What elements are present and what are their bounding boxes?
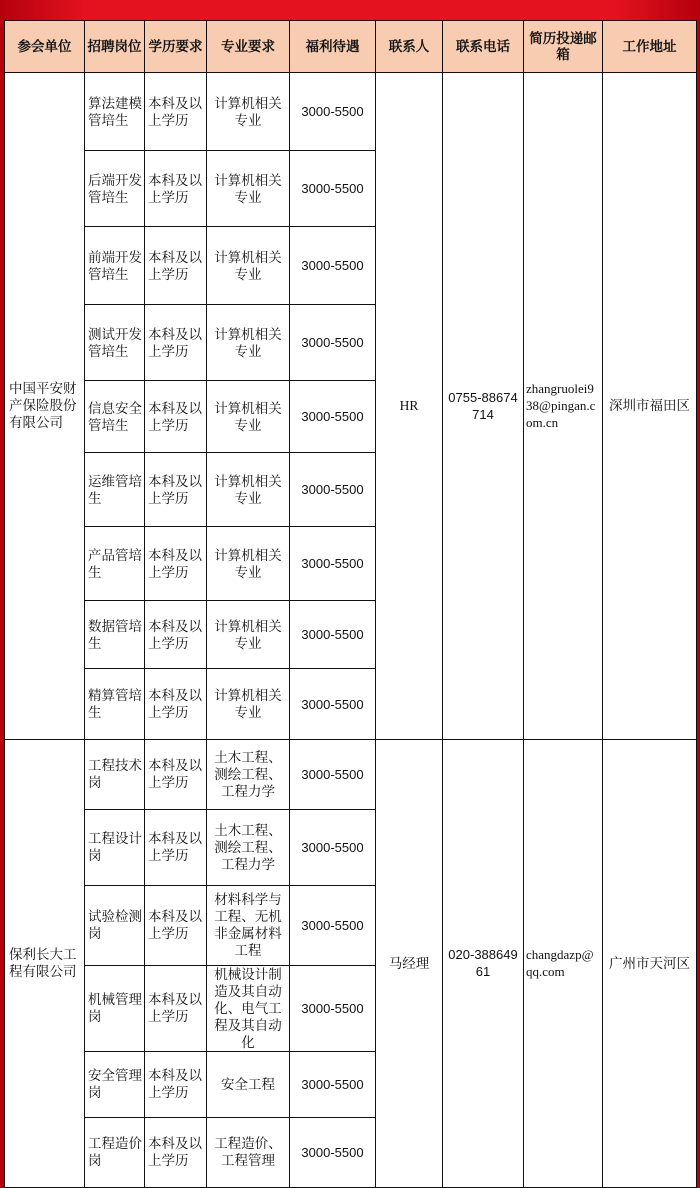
education-cell: 本科及以上学历 xyxy=(145,885,207,965)
major-cell: 材料科学与工程、无机非金属材料工程 xyxy=(207,885,290,965)
salary-cell: 3000-5500 xyxy=(290,1051,376,1117)
salary-cell: 3000-5500 xyxy=(290,965,376,1051)
education-cell: 本科及以上学历 xyxy=(145,809,207,885)
major-cell: 计算机相关专业 xyxy=(207,381,290,453)
recruitment-sheet xyxy=(4,20,696,1188)
contact-cell: HR xyxy=(376,73,443,740)
major-cell: 土木工程、测绘工程、工程力学 xyxy=(207,809,290,885)
salary-cell: 3000-5500 xyxy=(290,739,376,809)
position-cell: 精算管培生 xyxy=(85,669,145,739)
email-cell[interactable]: changdazp@qq.com xyxy=(524,739,603,1187)
salary-cell: 3000-5500 xyxy=(290,601,376,669)
position-cell: 后端开发管培生 xyxy=(85,151,145,227)
position-cell: 机械管理岗 xyxy=(85,965,145,1051)
salary-cell: 3000-5500 xyxy=(290,73,376,151)
salary-cell: 3000-5500 xyxy=(290,453,376,527)
header-email: 简历投递邮箱 xyxy=(524,21,603,73)
position-cell: 算法建模管培生 xyxy=(85,73,145,151)
major-cell: 安全工程 xyxy=(207,1051,290,1117)
company-name: 保利长大工程有限公司 xyxy=(5,739,85,1187)
position-cell: 工程造价岗 xyxy=(85,1117,145,1187)
header-address: 工作地址 xyxy=(603,21,697,73)
education-cell: 本科及以上学历 xyxy=(145,73,207,151)
header-company: 参会单位 xyxy=(5,21,85,73)
position-cell: 运维管培生 xyxy=(85,453,145,527)
education-cell: 本科及以上学历 xyxy=(145,739,207,809)
position-cell: 前端开发管培生 xyxy=(85,227,145,305)
header-contact: 联系人 xyxy=(376,21,443,73)
header-education: 学历要求 xyxy=(145,21,207,73)
major-cell: 计算机相关专业 xyxy=(207,227,290,305)
major-cell: 土木工程、测绘工程、工程力学 xyxy=(207,739,290,809)
address-cell: 广州市天河区 xyxy=(603,739,697,1187)
table-row xyxy=(5,739,697,809)
header-row xyxy=(5,21,697,73)
position-cell: 工程技术岗 xyxy=(85,739,145,809)
position-cell: 测试开发管培生 xyxy=(85,305,145,381)
header-salary: 福利待遇 xyxy=(290,21,376,73)
major-cell: 计算机相关专业 xyxy=(207,669,290,739)
education-cell: 本科及以上学历 xyxy=(145,965,207,1051)
education-cell: 本科及以上学历 xyxy=(145,381,207,453)
recruitment-table xyxy=(4,20,697,1188)
education-cell: 本科及以上学历 xyxy=(145,151,207,227)
position-cell: 产品管培生 xyxy=(85,527,145,601)
position-cell: 安全管理岗 xyxy=(85,1051,145,1117)
header-phone: 联系电话 xyxy=(443,21,524,73)
company-name: 中国平安财产保险股份有限公司 xyxy=(5,73,85,740)
education-cell: 本科及以上学历 xyxy=(145,227,207,305)
email-cell[interactable]: zhangruolei938@pingan.com.cn xyxy=(524,73,603,740)
phone-cell: 020-38864961 xyxy=(443,739,524,1187)
position-cell: 试验检测岗 xyxy=(85,885,145,965)
salary-cell: 3000-5500 xyxy=(290,809,376,885)
major-cell: 计算机相关专业 xyxy=(207,151,290,227)
salary-cell: 3000-5500 xyxy=(290,151,376,227)
address-cell: 深圳市福田区 xyxy=(603,73,697,740)
major-cell: 计算机相关专业 xyxy=(207,453,290,527)
education-cell: 本科及以上学历 xyxy=(145,669,207,739)
header-major: 专业要求 xyxy=(207,21,290,73)
salary-cell: 3000-5500 xyxy=(290,1117,376,1187)
major-cell: 机械设计制造及其自动化、电气工程及其自动化 xyxy=(207,965,290,1051)
salary-cell: 3000-5500 xyxy=(290,669,376,739)
salary-cell: 3000-5500 xyxy=(290,305,376,381)
education-cell: 本科及以上学历 xyxy=(145,527,207,601)
header-position: 招聘岗位 xyxy=(85,21,145,73)
salary-cell: 3000-5500 xyxy=(290,381,376,453)
salary-cell: 3000-5500 xyxy=(290,227,376,305)
position-cell: 工程设计岗 xyxy=(85,809,145,885)
major-cell: 计算机相关专业 xyxy=(207,305,290,381)
major-cell: 计算机相关专业 xyxy=(207,601,290,669)
salary-cell: 3000-5500 xyxy=(290,885,376,965)
table-row xyxy=(5,73,697,151)
salary-cell: 3000-5500 xyxy=(290,527,376,601)
education-cell: 本科及以上学历 xyxy=(145,601,207,669)
education-cell: 本科及以上学历 xyxy=(145,305,207,381)
major-cell: 计算机相关专业 xyxy=(207,73,290,151)
education-cell: 本科及以上学历 xyxy=(145,453,207,527)
major-cell: 工程造价、工程管理 xyxy=(207,1117,290,1187)
contact-cell: 马经理 xyxy=(376,739,443,1187)
position-cell: 数据管培生 xyxy=(85,601,145,669)
position-cell: 信息安全管培生 xyxy=(85,381,145,453)
education-cell: 本科及以上学历 xyxy=(145,1117,207,1187)
major-cell: 计算机相关专业 xyxy=(207,527,290,601)
education-cell: 本科及以上学历 xyxy=(145,1051,207,1117)
phone-cell: 0755-88674714 xyxy=(443,73,524,740)
